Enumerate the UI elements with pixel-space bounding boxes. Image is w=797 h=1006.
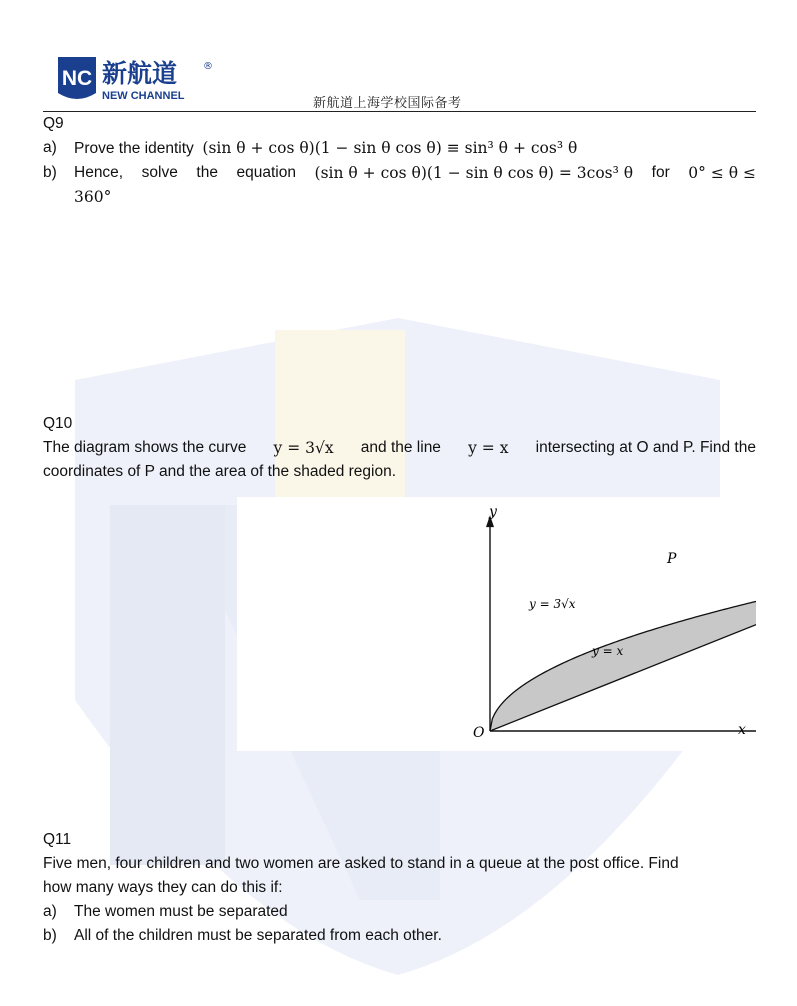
point-p-label: P xyxy=(667,551,677,567)
question-line xyxy=(43,436,756,460)
question-line: coordinates of P and the area of the shaded region. xyxy=(43,463,397,480)
question-label: Q9 xyxy=(43,115,64,132)
identity-math: (sin θ + cos θ)(1 − sin θ cos θ) ≡ sin³ θ + cos³ θ xyxy=(202,139,578,157)
question-label: Q10 xyxy=(43,415,73,432)
question-label: Q11 xyxy=(43,831,72,848)
text-run: and the line xyxy=(360,439,441,456)
range-math: 0° ≤ θ ≤ xyxy=(688,164,756,182)
logo-chinese-name: 新航道 xyxy=(102,59,178,88)
y-axis-label: y xyxy=(489,504,497,520)
curve-equation: y = 3√x xyxy=(273,439,334,457)
part-letter: a) xyxy=(43,139,57,156)
word: Hence, xyxy=(74,164,124,181)
part-letter: b) xyxy=(43,164,57,181)
brand-logo xyxy=(56,55,216,107)
line-equation: y = x xyxy=(468,439,509,457)
question-11 xyxy=(43,828,756,948)
logo-english-name: NEW CHANNEL xyxy=(102,90,185,102)
question-part-b xyxy=(43,161,756,210)
word: the xyxy=(196,164,218,181)
part-letter: a) xyxy=(43,903,57,920)
equation-math: (sin θ + cos θ)(1 − sin θ cos θ) = 3cos³ θ xyxy=(314,164,634,182)
question-part-b xyxy=(43,924,756,948)
part-text: Prove the identity xyxy=(74,140,194,157)
question-9 xyxy=(43,112,756,210)
curve-label: y = 3√x xyxy=(529,597,576,611)
question-10 xyxy=(43,412,756,484)
range-end-math: 360° xyxy=(74,188,112,206)
chart-svg xyxy=(237,497,756,751)
origin-label: O xyxy=(473,725,485,741)
nc-logo-icon xyxy=(56,55,216,107)
logo-mark: NC xyxy=(61,67,93,90)
word: equation xyxy=(236,164,296,181)
text-run: The diagram shows the curve xyxy=(43,439,247,456)
text-run: intersecting at O and P. Find the xyxy=(535,439,756,456)
word: for xyxy=(651,164,670,181)
question-part-a xyxy=(43,900,756,924)
part-letter: b) xyxy=(43,927,57,944)
part-text: The women must be separated xyxy=(74,903,288,920)
part-text: All of the children must be separated from each other. xyxy=(74,927,442,944)
logo-registered: ® xyxy=(203,61,213,72)
line-label: y = x xyxy=(592,644,624,658)
word: solve xyxy=(141,164,178,181)
question-line: Five men, four children and two women are asked to stand in a queue at the post office. Find xyxy=(43,855,679,872)
curve-diagram xyxy=(237,497,756,751)
question-part-a xyxy=(43,136,756,161)
header-title: 新航道上海学校国际备考 xyxy=(313,96,462,111)
question-line: how many ways they can do this if: xyxy=(43,879,283,896)
x-axis-label: x xyxy=(738,722,746,738)
